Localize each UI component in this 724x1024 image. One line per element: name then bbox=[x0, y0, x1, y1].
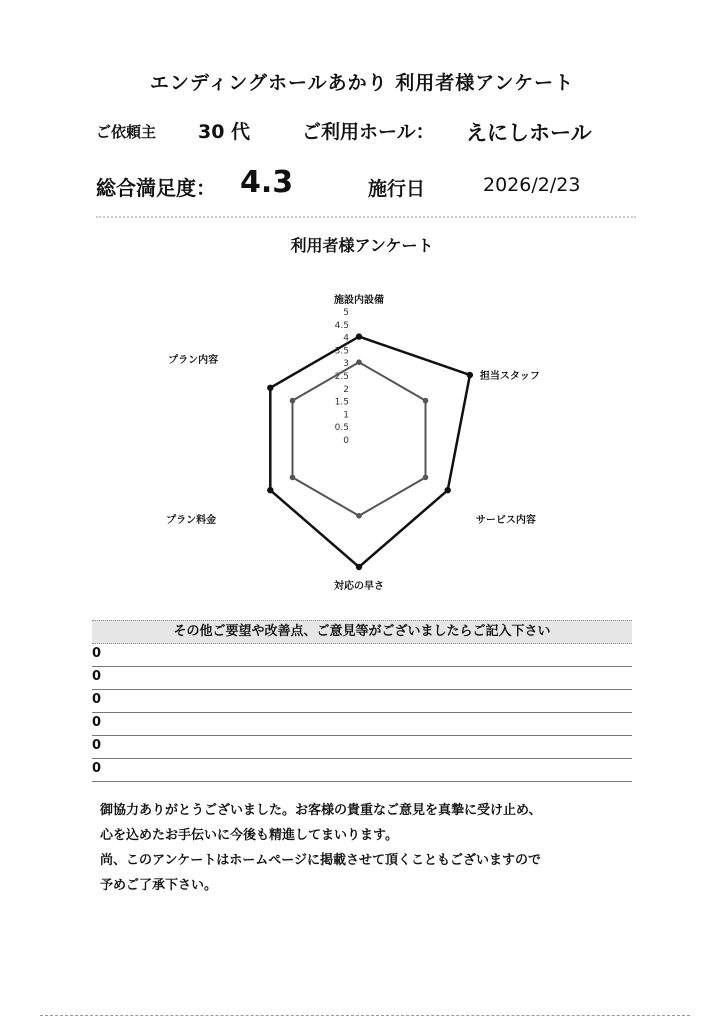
series-2-point bbox=[356, 359, 362, 365]
radar-svg bbox=[150, 228, 580, 618]
tick-label: 0.5 bbox=[334, 423, 349, 434]
tick-label: 1 bbox=[343, 410, 349, 421]
comment-row: 0 bbox=[92, 759, 632, 782]
hall-label: ご利用ホール： bbox=[302, 121, 435, 143]
series-1-point bbox=[267, 385, 273, 391]
tick-label: 4 bbox=[343, 333, 349, 344]
series-2-line bbox=[293, 362, 426, 516]
header-divider bbox=[96, 216, 636, 218]
date-value: 2026/2/23 bbox=[483, 174, 581, 196]
comment-row: 0 bbox=[92, 667, 632, 690]
series-1-point bbox=[356, 564, 362, 570]
axis-label: プラン料金 bbox=[166, 515, 217, 526]
series-2-point bbox=[356, 513, 362, 519]
axis-label: 対応の早さ bbox=[334, 581, 384, 592]
comment-row: 0 bbox=[92, 644, 632, 667]
closing-line-1: 御協力ありがとうございました。お客様の貴重なご意見を真摯に受け止め、 bbox=[100, 803, 542, 818]
comment-row: 0 bbox=[92, 713, 632, 736]
satisfaction-score: 4.3 bbox=[240, 165, 294, 200]
axis-label: プラン内容 bbox=[168, 355, 219, 366]
comments-banner: その他ご要望や改善点、ご意見等がございましたらご記入下さい bbox=[92, 620, 632, 644]
tick-label: 4.5 bbox=[334, 320, 349, 331]
comment-row: 0 bbox=[92, 736, 632, 759]
tick-label: 1.5 bbox=[334, 397, 349, 408]
series-1-point bbox=[467, 372, 473, 378]
chart-title: 利用者様アンケート bbox=[290, 236, 434, 255]
closing-line-4: 予めご了承下さい。 bbox=[100, 878, 218, 893]
axis-label: 担当スタッフ bbox=[479, 371, 540, 382]
client-label: ご依頼主 bbox=[96, 123, 157, 141]
client-value: 30 代 bbox=[198, 121, 251, 143]
date-label: 施行日 bbox=[368, 178, 426, 200]
series-1-point bbox=[444, 487, 450, 493]
series-2-point bbox=[423, 475, 429, 481]
tick-label: 2.5 bbox=[334, 372, 349, 382]
tick-label: 3.5 bbox=[334, 346, 349, 357]
tick-label: 3 bbox=[343, 359, 349, 370]
tick-label: 0 bbox=[343, 436, 349, 446]
closing-line-2: 心を込めたお手伝いに今後も精進してまいります。 bbox=[100, 828, 398, 843]
series-1-point bbox=[267, 487, 273, 493]
series-2-point bbox=[290, 475, 296, 481]
series-1-line bbox=[270, 337, 470, 567]
closing-message bbox=[100, 798, 660, 898]
comment-row: 0 bbox=[92, 690, 632, 713]
axis-label: 施設内設備 bbox=[334, 295, 384, 306]
series-2-point bbox=[423, 398, 429, 404]
series-1-point bbox=[356, 333, 362, 339]
axis-label: サービス内容 bbox=[475, 515, 536, 526]
survey-title: エンディングホールあかり 利用者様アンケート bbox=[149, 72, 575, 94]
hall-value: えにしホール bbox=[466, 121, 592, 145]
series-2-point bbox=[290, 398, 296, 404]
tick-label: 2 bbox=[343, 384, 349, 395]
closing-line-3: 尚、このアンケートはホームページに掲載させて頂くこともございますので bbox=[100, 853, 541, 868]
page-bottom-rule bbox=[40, 1015, 690, 1016]
tick-label: 5 bbox=[343, 308, 349, 318]
satisfaction-label: 総合満足度： bbox=[96, 176, 216, 200]
radar-chart bbox=[150, 228, 580, 618]
